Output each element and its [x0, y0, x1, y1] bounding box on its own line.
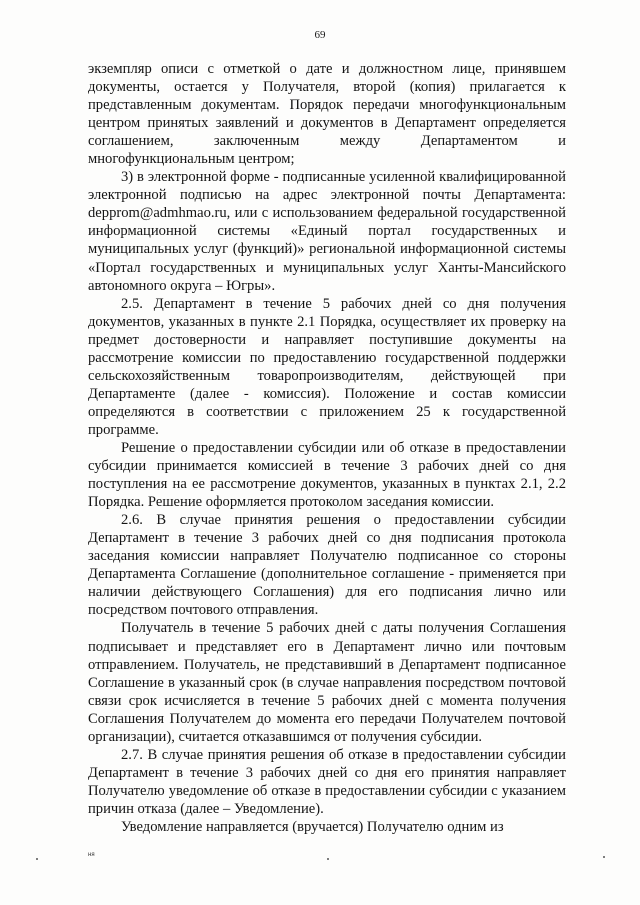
page-number: 69 — [314, 29, 326, 41]
paragraph: 2.5. Департамент в течение 5 рабочих дней со дня получения документов, указанных в пункте 2.1 Порядка, осуществляет их проверку на предмет достоверности и направляет поступившие документы на рассмотрение комиссии по предоставлению государственной поддержки сельскохозяйственным товаропроизводителям, действующей при Департаменте (далее - комиссия). Положение и состав комиссии определяются в соответствии с приложением 25 к государственной программе. — [88, 295, 566, 438]
footer-mark: ня — [88, 852, 95, 858]
paragraph: Получатель в течение 5 рабочих дней с даты получения Соглашения подписывает и представляет его в Департамент лично или почтовым отправлением. Получатель, не представивший в Департамент подписанное Соглашение в указанный срок (в случае направления посредством почтовой связи срок исчисляется в течение 5 рабочих дней с момента получения Соглашения Получателем до момента его передачи Получателем почтовой организации), считается отказавшимся от получения субсидии. — [88, 620, 566, 745]
scan-speck — [327, 858, 329, 860]
paragraph: Решение о предоставлении субсидии или об отказе в предоставлении субсидии принимается комиссией в течение 3 рабочих дней со дня поступления на ее рассмотрение документов, указанных в пунктах 2.1, 2.2 Порядка. Решение оформляется протоколом заседания комиссии. — [88, 439, 566, 511]
paragraph: Уведомление направляется (вручается) Получателю одним из — [121, 818, 504, 835]
scan-speck — [603, 856, 605, 858]
paragraph: 2.7. В случае принятия решения об отказе в предоставлении субсидии Департамент в течение 3 рабочих дней со дня его принятия направляет Получателю уведомление об отказе в предоставлении субсидии с указанием причин отказа (далее – Уведомление). — [88, 746, 566, 817]
paragraph: экземпляр описи с отметкой о дате и должностном лице, принявшем документы, остается у Получателя, второй (копия) прилагается к представленным документам. Порядок передачи многофункциональным центром принятых заявлений и документов в Департамент определяется соглашением, заключенным между Департаментом и многофункциональным центром; — [88, 61, 566, 168]
paragraph: 3) в электронной форме - подписанные усиленной квалифицированной электронной подписью на адрес электронной почты Департамента: depprom@admhmao.ru, или с использованием федеральной государственной информационной системы «Единый портал государственных и муниципальных услуг (функций)» региональной информационной системы «Портал государственных и муниципальных услуг Ханты-Мансийского автономного округа – Югры». — [88, 169, 566, 294]
document-body — [88, 60, 566, 836]
scan-speck — [36, 858, 38, 860]
paragraph: 2.6. В случае принятия решения о предоставлении субсидии Департамент в течение 3 рабочих дней со дня подписания протокола заседания комиссии направляет Получателю подписанное со стороны Департамента Соглашение (дополнительное соглашение - применяется при наличии действующего Соглашения) для его подписания лично или посредством почтового отправления. — [88, 512, 566, 619]
